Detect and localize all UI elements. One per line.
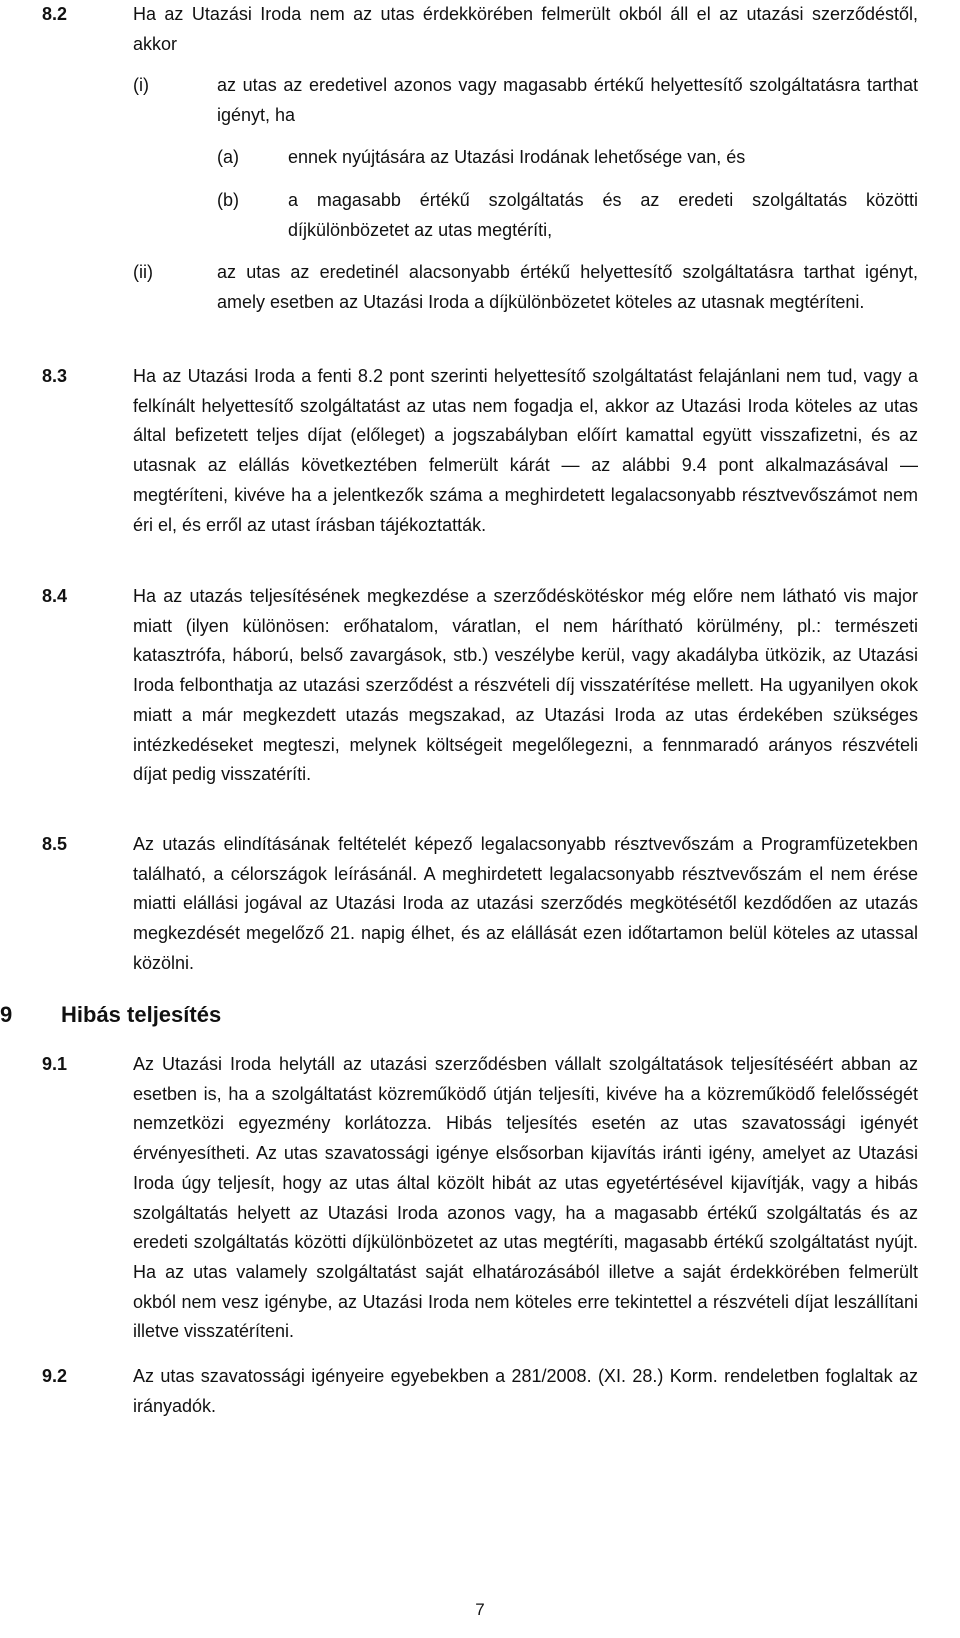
section-9-number: 9 <box>0 1002 13 1027</box>
subitem-number-b: (b) <box>217 190 239 210</box>
paragraph-9-1: Az Utazási Iroda helytáll az utazási szerződésben vállalt szolgáltatások teljesítéséért abban az esetben is, ha a szolgáltatást közreműködő útján teljesíti, kivéve ha a közreműködő felelősségét nemzetközi egyezmény korlátozza. Hibás teljesítés esetén az utas szavatossági igényét érvényesítheti. Az utas szavatossági igénye elsősorban kijavítás iránti igény, amelyet az Utazási Iroda úgy teljesít, hogy az utas által közölt hibát az utas egyetértésével kijavítják, vagy a hibás szolgáltatás helyett az Utazási Iroda azonos vagy, ha a magasabb értékű szolgáltatás és az eredeti szolgáltatás közötti díjkülönbözetet az utas megtéríti, magasabb értékű szolgáltatást nyújt. Ha az utas valamely szolgáltatást saját elhatározásából illetve a saját érdekkörében felmerült okból nem vesz igénybe, az Utazási Iroda nem köteles erre tekintettel a részvételi díjat leszállítani illetve visszatéríteni. <box>133 1054 918 1342</box>
section-number-9-2: 9.2 <box>42 1366 68 1386</box>
section-number-9-1: 9.1 <box>42 1054 68 1074</box>
page-number: 7 <box>475 1600 485 1619</box>
subitem-b-text: a magasabb értékű szolgáltatás és az eredeti szolgáltatás közötti díjkülönbözetet az utas megtéríti, <box>288 190 918 240</box>
item-number-ii: (ii) <box>133 262 153 282</box>
paragraph-8-4: Ha az utazás teljesítésének megkezdése a szerződéskötéskor még előre nem látható vis major miatt (ilyen különösen: erőhatalom, váratlan, el nem hárítható körülmény, pl.: természeti katasztrófa, háború, belső zavargások, stb.) veszélybe kerül, vagy akadályba ütközik, az Utazási Iroda felbonthatja az utazási szerződést a részvételi díj visszatérítése mellett. Ha ugyanilyen okok miatt a már megkezdett utazás megszakad, az Utazási Iroda az utas érdekében szükséges intézkedéseket megteszi, melynek költségeit megelőlegezni, a fennmaradó arányos részvételi díjat pedig visszatéríti. <box>133 586 918 785</box>
paragraph-9-2: Az utas szavatossági igényeire egyebekben a 281/2008. (XI. 28.) Korm. rendeletben foglaltak az irányadók. <box>133 1366 918 1416</box>
paragraph-8-5: Az utazás elindításának feltételét képező legalacsonyabb résztvevőszám a Programfüzetekben található, a célországok leírásánál. A meghirdetett legalacsonyabb résztvevőszám el nem érése miatti elállási jogával az Utazási Iroda az utazási szerződés megkötésétől kezdődően az utazás megkezdését megelőző 21. napig élhet, és az elállását ezen időtartamon belül köteles az utassal közölni. <box>133 834 918 973</box>
paragraph-8-3: Ha az Utazási Iroda a fenti 8.2 pont szerinti helyettesítő szolgáltatást felajánlani nem tud, vagy a felkínált helyettesítő szolgáltatást az utas nem fogadja el, akkor az Utazási Iroda köteles az utas által befizetett teljes díjat (előleget) a jogszabályban előírt kamattal együtt visszafizetni, és az utasnak az elállás következtében felmerült kárát — az alábbi 9.4 pont alkalmazásával — megtéríteni, kivéve ha a jelentkezők száma a meghirdetett legalacsonyabb résztvevőszámot nem éri el, és erről az utast írásban tájékoztatták. <box>133 366 918 535</box>
item-i-text: az utas az eredetivel azonos vagy magasabb értékű helyettesítő szolgáltatásra tarthat igényt, ha <box>217 75 918 125</box>
section-number-8-3: 8.3 <box>42 366 68 386</box>
item-number-i: (i) <box>133 75 149 95</box>
subitem-number-a: (a) <box>217 147 239 167</box>
section-9-title: Hibás teljesítés <box>61 1002 222 1027</box>
item-ii-text: az utas az eredetinél alacsonyabb értékű helyettesítő szolgáltatásra tarthat igényt, amely esetben az Utazási Iroda a díjkülönbözetet köteles az utasnak megtéríteni. <box>217 262 918 312</box>
section-number-8-2: 8.2 <box>42 4 68 24</box>
section-number-8-4: 8.4 <box>42 586 68 606</box>
subitem-a-text: ennek nyújtására az Utazási Irodának lehetősége van, és <box>288 147 746 167</box>
paragraph-8-2: Ha az Utazási Iroda nem az utas érdekkörében felmerült okból áll el az utazási szerződéstől, akkor <box>133 4 918 54</box>
section-number-8-5: 8.5 <box>42 834 68 854</box>
